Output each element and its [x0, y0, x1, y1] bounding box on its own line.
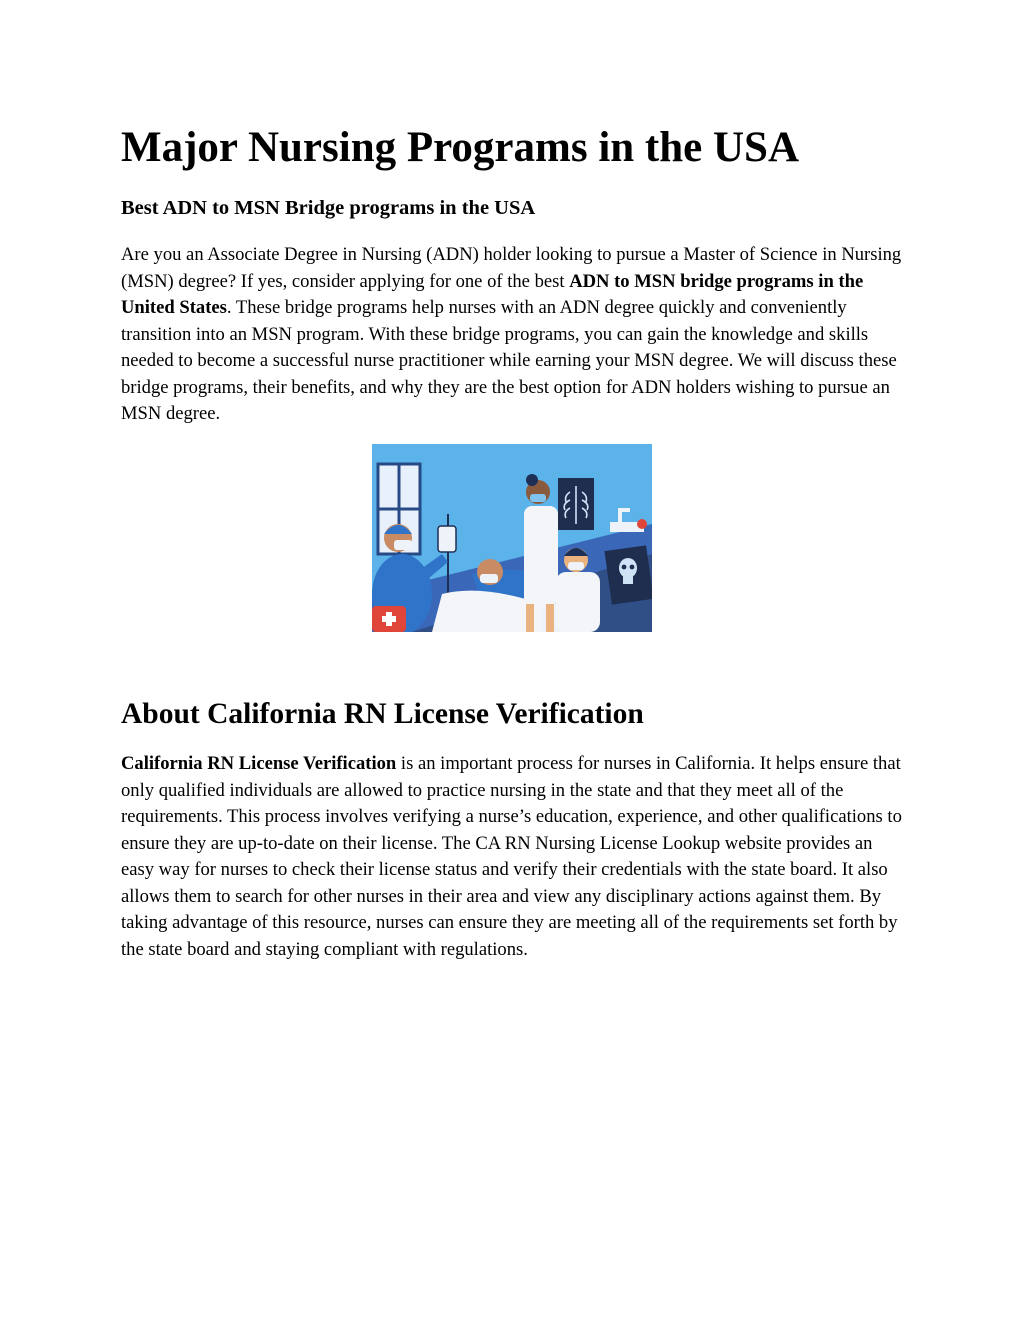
section-heading-license-verification: About California RN License Verification	[121, 698, 644, 730]
paragraph-bridge-programs	[121, 242, 903, 428]
paragraph-text: . These bridge programs help nurses with an ADN degree quickly and conveniently transition into an MSN program. With these bridge programs, you can gain the knowledge and skills needed to become a successful nurse practitioner while earning your MSN degree. We will discuss these bridge programs, their benefits, and why they are the best option for ADN holders wishing to pursue an MSN degree.	[121, 297, 897, 424]
section-heading-bridge-programs: Best ADN to MSN Bridge programs in the USA	[121, 197, 536, 219]
page-title: Major Nursing Programs in the USA	[121, 124, 800, 171]
bold-phrase-adn-msn: ADN to MSN bridge programs in the United States	[121, 270, 864, 318]
paragraph-license-verification	[121, 751, 903, 963]
hospital-xray-illustration-icon	[372, 444, 652, 632]
paragraph-text: Are you an Associate Degree in Nursing (ADN) holder looking to pursue a Master of Science in Nursing (MSN) degree? If yes, consider applying for one of the best	[121, 244, 902, 292]
bold-phrase-license-verification: California RN License Verification	[121, 753, 397, 774]
paragraph-text: is an important process for nurses in California. It helps ensure that only qualified individuals are allowed to practice nursing in the state and that they meet all of the requirements. This process involves verifying a nurse’s education, experience, and other qualifications to ensure they are up-to-date on their license. The CA RN Nursing License Lookup website provides an easy way for nurses to check their license status and verify their credentials with the state board. It also allows them to search for other nurses in their area and view any disciplinary actions against them. By taking advantage of this resource, nurses can ensure they are meeting all of the requirements set forth by the state board and staying compliant with regulations.	[121, 753, 902, 960]
